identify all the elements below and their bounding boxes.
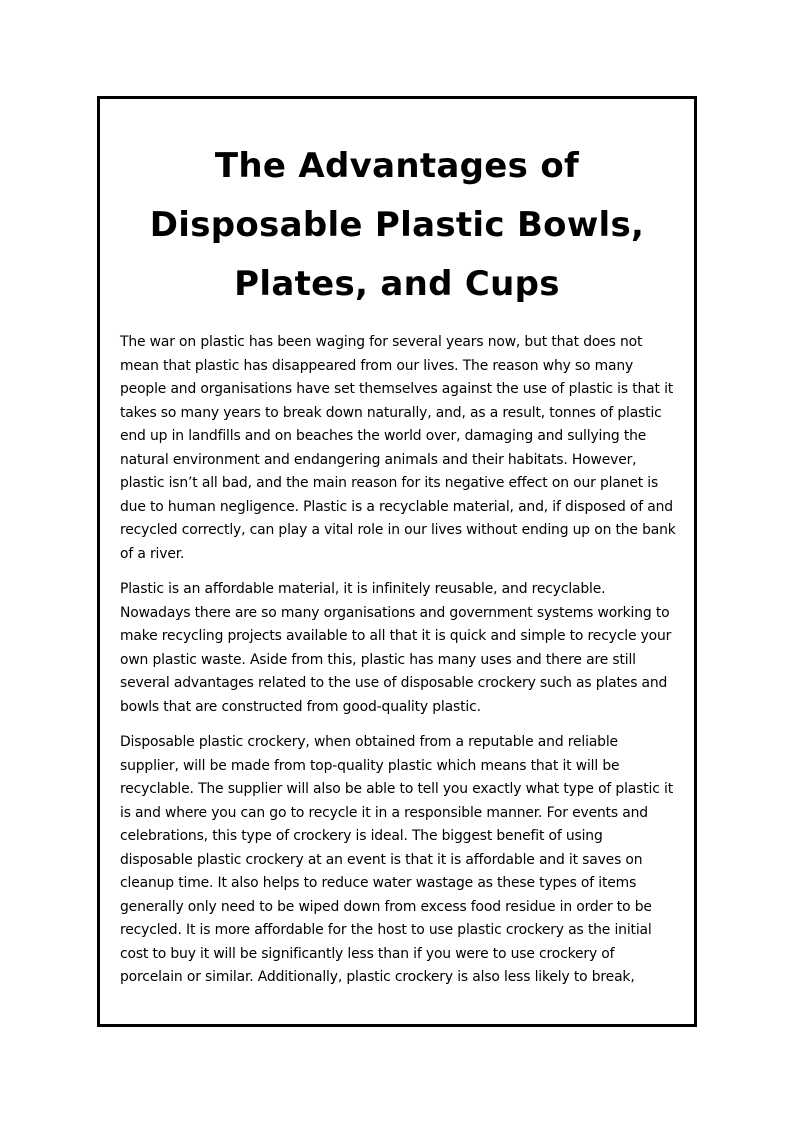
paragraph-2: Plastic is an affordable material, it is infinitely reusable, and recyclable. Nowadays there are so many organisations and government systems working to make recycling projects available to all that it is quick and simple to recycle your own plastic waste. Aside from this, plastic has many uses and there are still several advantages related to the use of disposable crockery such as plates and bowls that are constructed from good-quality plastic. <box>120 581 672 715</box>
paragraph-3: Disposable plastic crockery, when obtained from a reputable and reliable supplier, will be made from top-quality plastic which means that it will be recyclable. The supplier will also be able to tell you exactly what type of plastic it is and where you can go to recycle it in a responsible manner. For events and celebrations, this type of crockery is ideal. The biggest benefit of using disposable plastic crockery at an event is that it is affordable and it saves on cleanup time. It also helps to reduce water wastage as these types of items generally only need to be wiped down from excess food residue in order to be recycled. It is more affordable for the host to use plastic crockery as the initial cost to buy it will be significantly less than if you were to use crockery of porcelain or similar. Additionally, plastic crockery is also less likely to break, <box>120 734 674 985</box>
article-body <box>120 331 676 990</box>
paragraph-1: The war on plastic has been waging for several years now, but that does not mean that plastic has disappeared from our lives. The reason why so many people and organisations have set themselves against the use of plastic is that it takes so many years to break down naturally, and, as a result, tonnes of plastic end up in landfills and on beaches the world over, damaging and sullying the natural environment and endangering animals and their habitats. However, plastic isn’t all bad, and the main reason for its negative effect on our planet is due to human negligence. Plastic is a recyclable material, and, if disposed of and recycled correctly, can play a vital role in our lives without ending up on the bank of a river. <box>120 334 676 562</box>
page-title: The Advantages of Disposable Plastic Bowls, Plates, and Cups <box>149 146 645 304</box>
page-frame <box>97 96 697 1027</box>
